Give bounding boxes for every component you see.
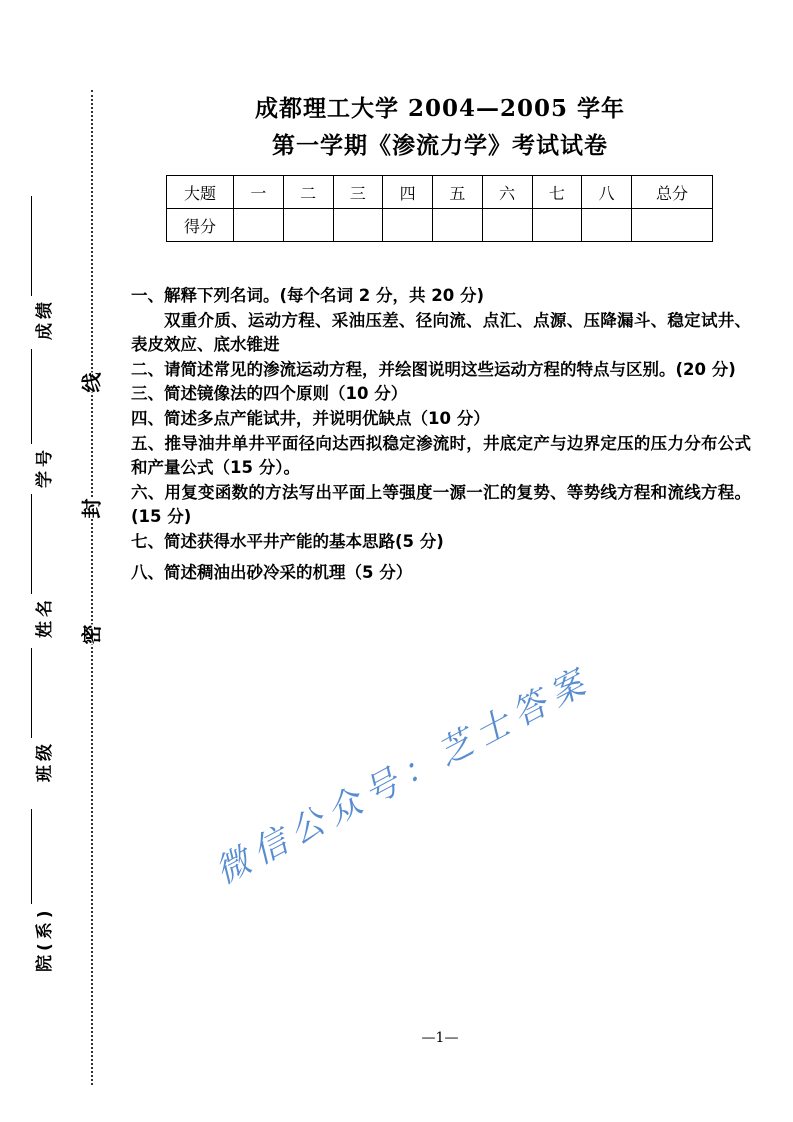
header-cell: 五 xyxy=(433,176,483,209)
seal-dotted-line xyxy=(91,90,93,1085)
score-cell[interactable] xyxy=(482,209,532,242)
score-cell[interactable] xyxy=(333,209,383,242)
question-6: 六、用复变函数的方法写出平面上等强度一源一汇的复势、等势线方程和流线方程。(15 分) xyxy=(131,482,751,527)
question-3: 三、简述镜像法的四个原则（10 分） xyxy=(131,384,408,404)
score-cell[interactable] xyxy=(283,209,333,242)
page-number: —1— xyxy=(421,1030,459,1046)
department-blank[interactable] xyxy=(30,809,32,904)
score-cell[interactable] xyxy=(383,209,433,242)
score-blank[interactable] xyxy=(30,196,32,296)
class-blank[interactable] xyxy=(30,648,32,738)
score-table-header xyxy=(167,176,713,209)
field-score: 成绩 xyxy=(30,196,55,340)
field-name: 姓名 xyxy=(30,494,55,638)
header-cell: 四 xyxy=(383,176,433,209)
header-cell: 总分 xyxy=(632,176,713,209)
header-cell: 六 xyxy=(482,176,532,209)
score-cell[interactable] xyxy=(433,209,483,242)
header-cell: 七 xyxy=(532,176,582,209)
question-1-terms: 双重介质、运动方程、采油压差、径向流、点汇、点源、压降漏斗、稳定试井、表皮效应、底水锥进 xyxy=(131,310,751,355)
student-id-blank[interactable] xyxy=(30,349,32,444)
header-cell: 大题 xyxy=(167,176,234,209)
question-1: 一、解释下列名词。(每个名词 2 分，共 20 分) xyxy=(131,286,485,305)
score-cell[interactable] xyxy=(234,209,284,242)
score-table xyxy=(166,175,713,242)
seal-mark-xian: 线 xyxy=(76,373,105,393)
row-label: 得分 xyxy=(167,209,234,242)
header-cell: 八 xyxy=(582,176,632,209)
header-cell: 三 xyxy=(333,176,383,209)
seal-mark-feng: 封 xyxy=(76,499,105,519)
field-class: 班级 xyxy=(30,648,55,782)
watermark: 微信公众号：芝士答案 xyxy=(208,659,599,893)
header-cell: 一 xyxy=(234,176,284,209)
score-cell[interactable] xyxy=(632,209,713,242)
question-2: 二、请简述常见的渗流运动方程，并绘图说明这些运动方程的特点与区别。(20 分) xyxy=(131,359,736,379)
score-cell[interactable] xyxy=(532,209,582,242)
field-department: 院(系) xyxy=(30,809,55,972)
score-table-row xyxy=(167,209,713,242)
header-cell: 二 xyxy=(283,176,333,209)
question-8: 八、简述稠油出砂冷采的机理（5 分） xyxy=(131,562,413,582)
field-student-id: 学号 xyxy=(30,349,55,488)
question-list xyxy=(131,284,751,585)
title-line-1: 成都理工大学 2004—2005 学年 xyxy=(254,95,626,122)
title-line-2: 第一学期《渗流力学》考试试卷 xyxy=(272,132,608,159)
score-cell[interactable] xyxy=(582,209,632,242)
seal-mark-mi: 密 xyxy=(76,625,105,645)
name-blank[interactable] xyxy=(30,494,32,594)
question-4: 四、简述多点产能试井，并说明优缺点（10 分） xyxy=(131,408,490,428)
question-5: 五、推导油井单井平面径向达西拟稳定渗流时，井底定产与边界定压的压力分布公式和产量公式（15 分）。 xyxy=(131,433,751,478)
question-7: 七、简述获得水平井产能的基本思路(5 分) xyxy=(131,531,444,551)
